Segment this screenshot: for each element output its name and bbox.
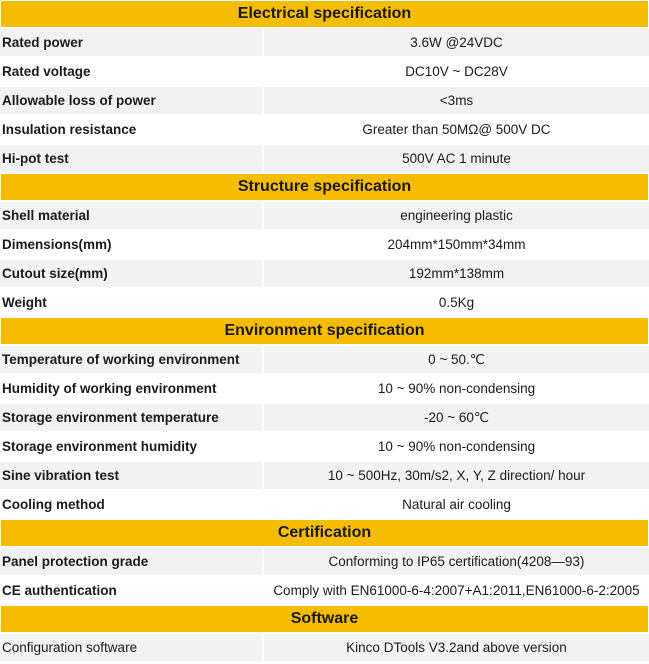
spec-label: Cutout size(mm)	[0, 260, 262, 287]
spec-value: Conforming to IP65 certification(4208—93)	[264, 548, 649, 575]
spec-value: 0 ~ 50.℃	[264, 346, 649, 373]
spec-value: DC10V ~ DC28V	[405, 64, 508, 79]
spec-value: Natural air cooling	[402, 497, 511, 512]
spec-value: <3ms	[264, 87, 649, 114]
spec-row	[0, 375, 649, 402]
spec-label: Rated voltage	[2, 64, 91, 79]
spec-value: 3.6W @24VDC	[264, 29, 649, 56]
spec-label: Weight	[2, 295, 47, 310]
spec-label: Configuration software	[0, 634, 262, 661]
spec-value: Greater than 50MΩ@ 500V DC	[362, 122, 551, 137]
spec-row	[0, 346, 649, 373]
section-header: Structure specification	[1, 174, 648, 200]
spec-value: Comply with EN61000-6-4:2007+A1:2011,EN61000-6-2:2005	[273, 583, 640, 598]
spec-row	[0, 491, 649, 518]
spec-label: Storage environment humidity	[2, 439, 198, 454]
spec-value: Kinco DTools V3.2and above version	[264, 634, 649, 661]
section-header: Electrical specification	[1, 1, 648, 27]
spec-label: CE authentication	[2, 583, 117, 598]
spec-value: engineering plastic	[264, 202, 649, 229]
spec-label: Humidity of working environment	[2, 381, 217, 396]
spec-value: 500V AC 1 minute	[264, 145, 649, 172]
spec-row	[0, 145, 649, 172]
spec-value: -20 ~ 60℃	[264, 404, 649, 431]
section-header: Environment specification	[1, 318, 648, 344]
section-header: Software	[1, 606, 648, 632]
spec-label: Storage environment temperature	[0, 404, 262, 431]
spec-label: Sine vibration test	[0, 462, 262, 489]
spec-row	[0, 289, 649, 316]
spec-row	[0, 548, 649, 575]
spec-value: 10 ~ 500Hz, 30m/s2, X, Y, Z direction/ hour	[264, 462, 649, 489]
spec-row	[0, 202, 649, 229]
spec-row	[0, 116, 649, 143]
spec-row	[0, 58, 649, 85]
spec-value: 192mm*138mm	[264, 260, 649, 287]
spec-row	[0, 29, 649, 56]
spec-row	[0, 462, 649, 489]
spec-row	[0, 87, 649, 114]
spec-label: Rated power	[0, 29, 262, 56]
spec-label: Panel protection grade	[0, 548, 262, 575]
spec-value: 10 ~ 90% non-condensing	[377, 439, 536, 454]
section-header: Certification	[1, 520, 648, 546]
spec-label: Dimensions(mm)	[2, 237, 112, 252]
spec-label: Temperature of working environment	[0, 346, 262, 373]
spec-label: Allowable loss of power	[0, 87, 262, 114]
spec-label: Shell material	[0, 202, 262, 229]
spec-label: Cooling method	[2, 497, 105, 512]
spec-row	[0, 577, 649, 604]
spec-row	[0, 231, 649, 258]
spec-label: Hi-pot test	[0, 145, 262, 172]
spec-row	[0, 260, 649, 287]
spec-value: 0.5Kg	[438, 295, 475, 310]
spec-row	[0, 433, 649, 460]
spec-value: 204mm*150mm*34mm	[387, 237, 526, 252]
spec-label: Insulation resistance	[2, 122, 137, 137]
spec-row	[0, 634, 649, 661]
spec-row	[0, 404, 649, 431]
spec-value: 10 ~ 90% non-condensing	[377, 381, 536, 396]
